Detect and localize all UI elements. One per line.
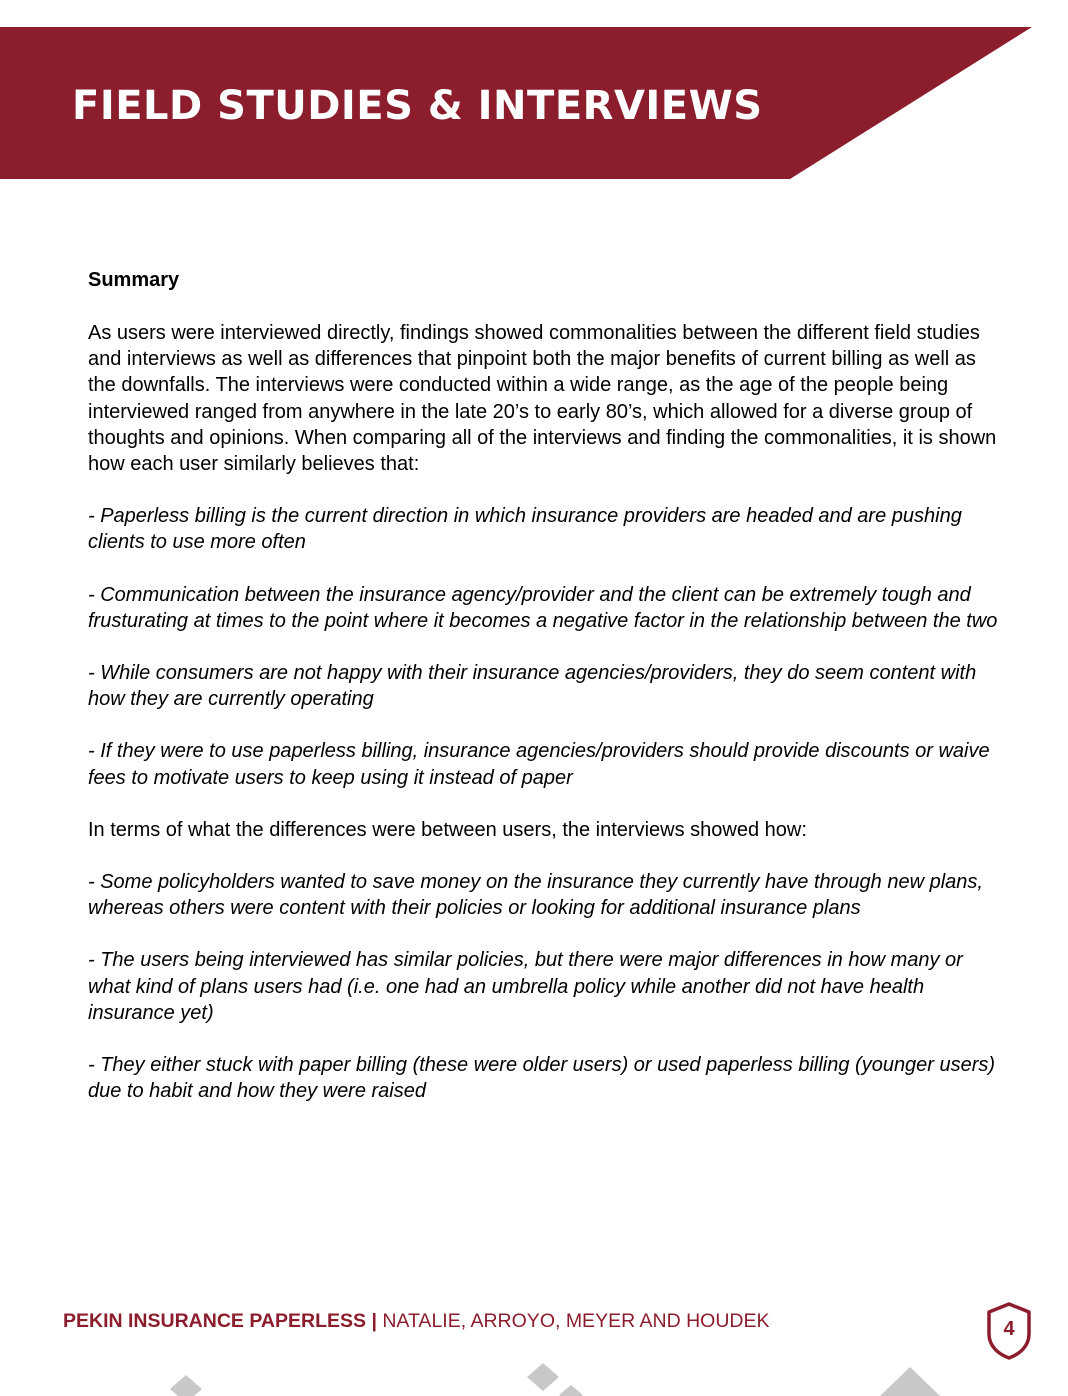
footer-authors: NATALIE, ARROYO, MEYER AND HOUDEK bbox=[382, 1310, 770, 1332]
summary-section bbox=[88, 266, 1008, 1130]
commonality-item: - If they were to use paperless billing, insurance agencies/providers should provide discounts or waive fees to motivate users to keep using it instead of paper bbox=[88, 740, 990, 789]
commonality-item: - Paperless billing is the current direction in which insurance providers are headed and are pushing clients to use more often bbox=[88, 505, 962, 554]
difference-item: - The users being interviewed has similar policies, but there were major differences in how many or what kind of plans users had (i.e. one had an umbrella policy while another did not have health insurance yet) bbox=[88, 949, 963, 1024]
difference-item: - Some policyholders wanted to save money on the insurance they currently have through new plans, whereas others were content with their policies or looking for additional insurance plans bbox=[88, 871, 983, 920]
footer-separator: | bbox=[366, 1310, 383, 1332]
footer-decoration bbox=[0, 1355, 1068, 1396]
footer bbox=[63, 1308, 770, 1334]
page-title: FIELD STUDIES & INTERVIEWS bbox=[72, 83, 763, 129]
footer-brand: PEKIN INSURANCE PAPERLESS bbox=[63, 1310, 367, 1332]
difference-item: - They either stuck with paper billing (these were older users) or used paperless billing (younger users) due to habit and how they were raised bbox=[88, 1054, 996, 1103]
commonality-item: - While consumers are not happy with their insurance agencies/providers, they do seem content with how they are currently operating bbox=[88, 662, 977, 711]
summary-intro: As users were interviewed directly, findings showed commonalities between the different field studies and interviews as well as differences that pinpoint both the major benefits of current billing as well as the downfalls. The interviews were conducted within a wide range, as the age of the people being interviewed ranged from anywhere in the late 20’s to early 80’s, which allowed for a diverse group of thoughts and opinions. When comparing all of the interviews and finding the commonalities, it is shown how each user similarly believes that: bbox=[88, 322, 997, 476]
commonality-item: - Communication between the insurance agency/provider and the client can be extremely tough and frusturating at times to the point where it becomes a negative factor in the relationship between the two bbox=[88, 583, 998, 632]
summary-heading: Summary bbox=[88, 269, 180, 291]
page-number: 4 bbox=[1003, 1318, 1015, 1340]
differences-intro: In terms of what the differences were between users, the interviews showed how: bbox=[88, 818, 807, 841]
